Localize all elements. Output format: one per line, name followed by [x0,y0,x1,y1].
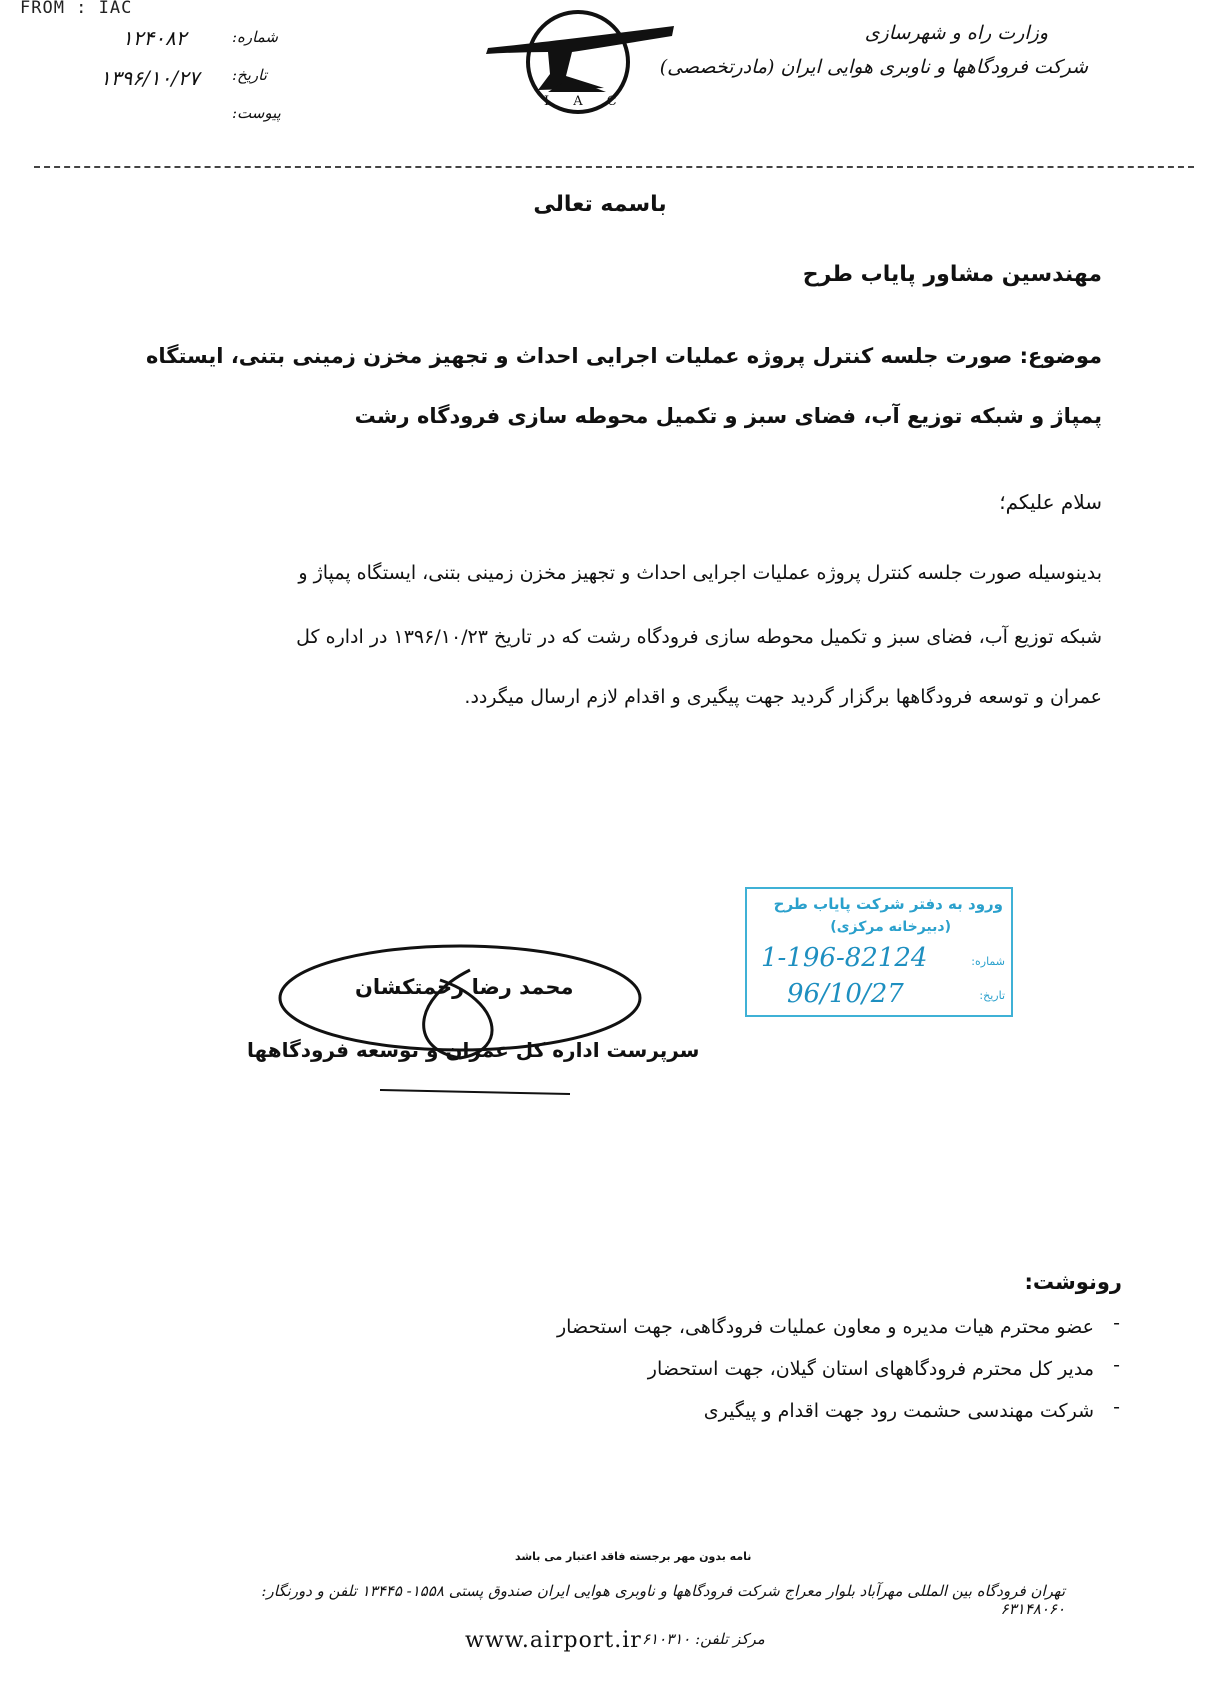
stamp-number-label: شماره: [971,955,1005,968]
subject-line-1: موضوع: صورت جلسه کنترل پروژه عملیات اجرایی احداث و تجهیز مخزن زمینی بتنی، ایستگاه [145,344,1102,368]
cc-bullet: - [1113,1312,1120,1334]
greeting: سلام علیکم؛ [999,490,1102,514]
iac-logo [478,8,688,118]
header-divider [34,166,1194,168]
stamp-date-label: تاریخ: [979,989,1005,1002]
letter-date-label: تاریخ: [232,66,267,84]
footer-note: نامه بدون مهر برجسته فاقد اعتبار می باشد [515,1550,752,1563]
org-ministry: وزارت راه و شهرسازی [864,22,1048,44]
received-stamp [745,887,1013,1017]
cc-item: شرکت مهندسی حشمت رود جهت اقدام و پیگیری [703,1400,1094,1422]
signatory-title: سرپرست اداره کل عمران و توسعه فرودگاهها [247,1038,700,1062]
iac-logo-letters: I A C [544,94,627,109]
stamp-number-value: 1-196-82124 [761,943,928,973]
cc-bullet: - [1113,1396,1120,1418]
subject-line-2: پمپاژ و شبکه توزیع آب، فضای سبز و تکمیل محوطه سازی فرودگاه رشت [354,404,1102,428]
fax-header: FROM : IAC [20,0,133,18]
cc-heading: رونوشت: [1024,1270,1122,1294]
stamp-date-value: 96/10/27 [787,979,904,1009]
cc-item: مدیر کل محترم فرودگاههای استان گیلان، جهت استحضار [647,1358,1094,1380]
signatory-name: محمد رضا رحمتکشان [355,975,574,999]
cc-item: عضو محترم هیات مدیره و معاون عملیات فرودگاهی، جهت استحضار [557,1316,1094,1338]
footer-central: مرکز تلفن: ۶۱۰۳۱۰ [642,1630,765,1648]
letter-attachment-label: پیوست: [232,104,281,122]
footer-address: تهران فرودگاه بین المللی مهرآباد بلوار معراج شرکت فرودگاهها و ناوبری هوایی ایران صندوق پستی ۱۵۵۸- ۱۳۴۴۵ تلفن و دورنگار: ۶۳۱۴۸۰۶۰ [261,1582,1065,1618]
signature-scribble-icon [270,940,650,1100]
signature-scribble [270,940,650,1100]
org-company: شرکت فرودگاهها و ناوبری هوایی ایران (مادرتخصصی) [659,56,1088,78]
footer-website: www.airport.ir [465,1628,642,1653]
letter-number-value: ۱۲۴۰۸۲ [122,26,187,50]
letter-date-value: ۱۳۹۶/۱۰/۲۷ [100,66,200,90]
stamp-line-2: (دبیرخانه مرکزی) [830,919,951,935]
cc-bullet: - [1113,1354,1120,1376]
body-line-2: شبکه توزیع آب، فضای سبز و تکمیل محوطه سازی فرودگاه رشت که در تاریخ ۱۳۹۶/۱۰/۲۳ در اداره کل [296,626,1102,648]
stamp-line-1: ورود به دفتر شرکت پایاب طرح [773,895,1003,913]
letter-number-label: شماره: [232,28,278,46]
body-line-1: بدینوسیله صورت جلسه کنترل پروژه عملیات اجرایی احداث و تجهیز مخزن زمینی بتنی، ایستگاه پمپاژ و [298,562,1102,584]
body-line-3: عمران و توسعه فرودگاهها برگزار گردید جهت پیگیری و اقدام لازم ارسال میگردد. [464,686,1102,708]
recipient: مهندسین مشاور پایاب طرح [802,262,1102,287]
invocation: باسمه تعالی [533,192,667,217]
